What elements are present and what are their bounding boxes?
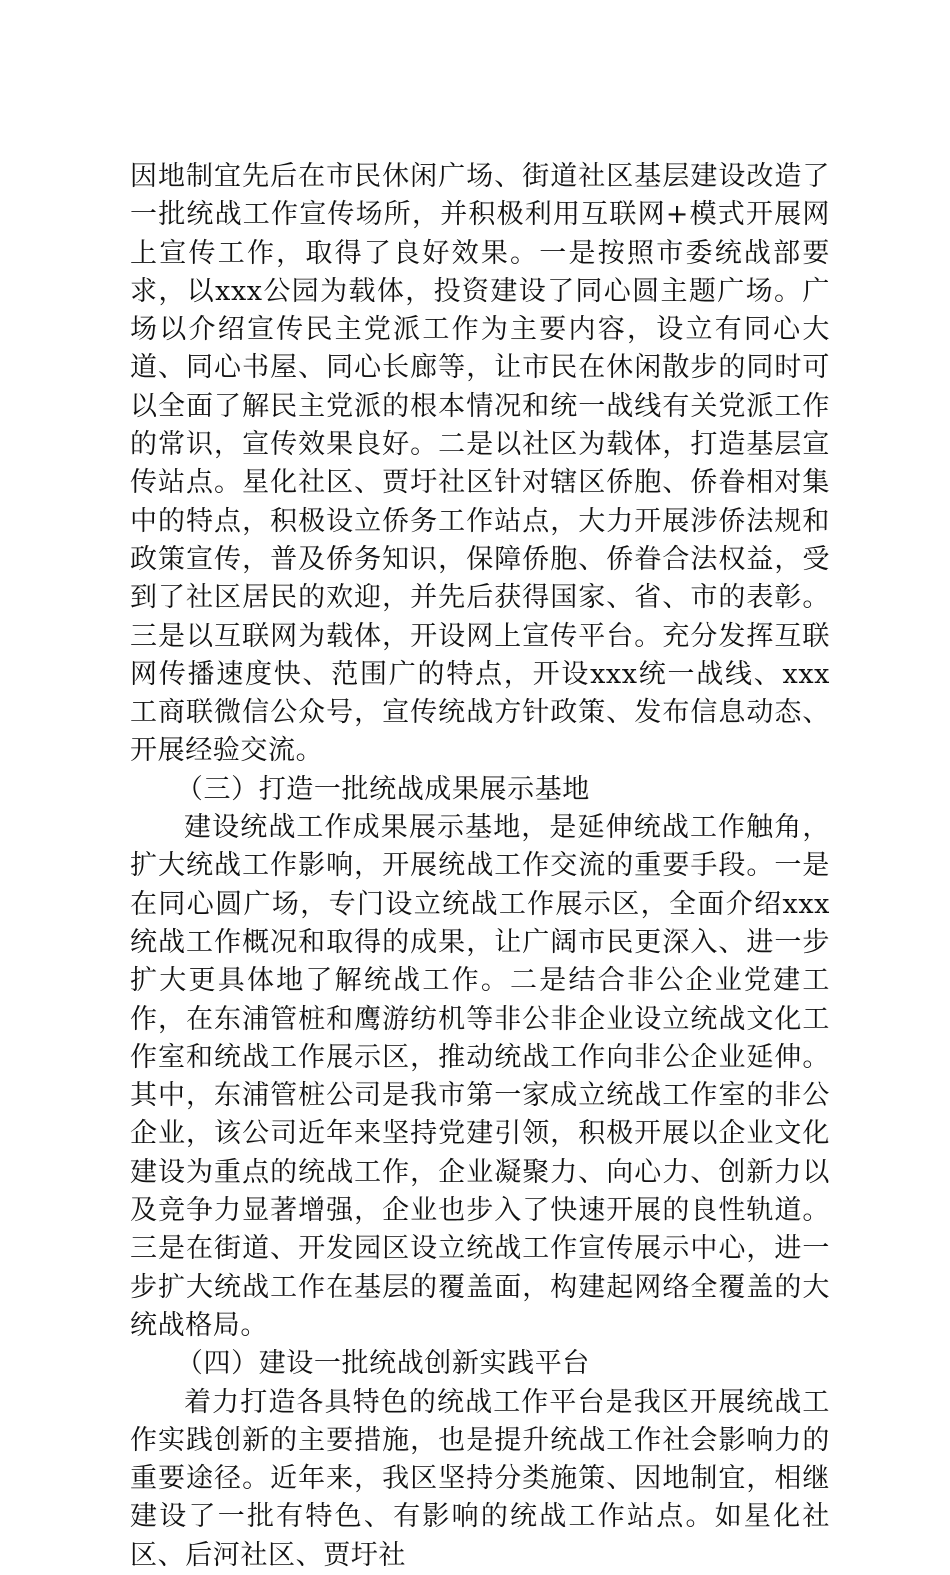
section-heading-4: （四）建设一批统战创新实践平台 bbox=[175, 1348, 590, 1380]
paragraph-section-4: 着力打造各具特色的统战工作平台是我区开展统战工作实践创新的主要措施，也是提升统战工作社会影响力的重要途径。近年来，我区坚持分类施策、因地制宜，相继建设了一批有特色、有影响的统战工作站点。如星化社区、后河社区、贾圩社 bbox=[130, 1386, 830, 1571]
section-heading-3: （三）打造一批统战成果展示基地 bbox=[175, 773, 590, 805]
paragraph-section-3: 建设统战工作成果展示基地，是延伸统战工作触角，扩大统战工作影响，开展统战工作交流的重要手段。一是在同心圆广场，专门设立统战工作展示区，全面介绍xxx统战工作概况和取得的成果，让广阔市民更深入、进一步扩大更具体地了解统战工作。二是结合非公企业党建工作，在东浦管桩和鹰游纺机等非公非企业设立统战文化工作室和统战工作展示区，推动统战工作向非公企业延伸。其中，东浦管桩公司是我市第一家成立统战工作室的非公企业，该公司近年来坚持党建引领，积极开展以企业文化建设为重点的统战工作，企业凝聚力、向心力、创新力以及竞争力显著增强，企业也步入了快速开展的良性轨道。三是在街道、开发园区设立统战工作宣传展示中心，进一步扩大统战工作在基层的覆盖面，构建起网络全覆盖的大统战格局。 bbox=[130, 812, 830, 1341]
paragraph-continued: 因地制宜先后在市民休闲广场、街道社区基层建设改造了一批统战工作宣传场所，并积极利用互联网+模式开展网上宣传工作，取得了良好效果。一是按照市委统战部要求，以xxx公园为载体，投资建设了同心圆主题广场。广场以介绍宣传民主党派工作为主要内容，设立有同心大道、同心书屋、同心长廊等，让市民在休闲散步的同时可以全面了解民主党派的根本情况和统一战线有关党派工作的常识，宣传效果良好。二是以社区为载体，打造基层宣传站点。星化社区、贾圩社区针对辖区侨胞、侨眷相对集中的特点，积极设立侨务工作站点，大力开展涉侨法规和政策宣传，普及侨务知识，保障侨胞、侨眷合法权益，受到了社区居民的欢迎，并先后获得国家、省、市的表彰。三是以互联网为载体，开设网上宣传平台。充分发挥互联网传播速度快、范围广的特点，开设xxx统一战线、xxx工商联微信公众号，宣传统战方针政策、发布信息动态、开展经验交流。 bbox=[130, 161, 830, 767]
document-body bbox=[130, 158, 830, 1575]
